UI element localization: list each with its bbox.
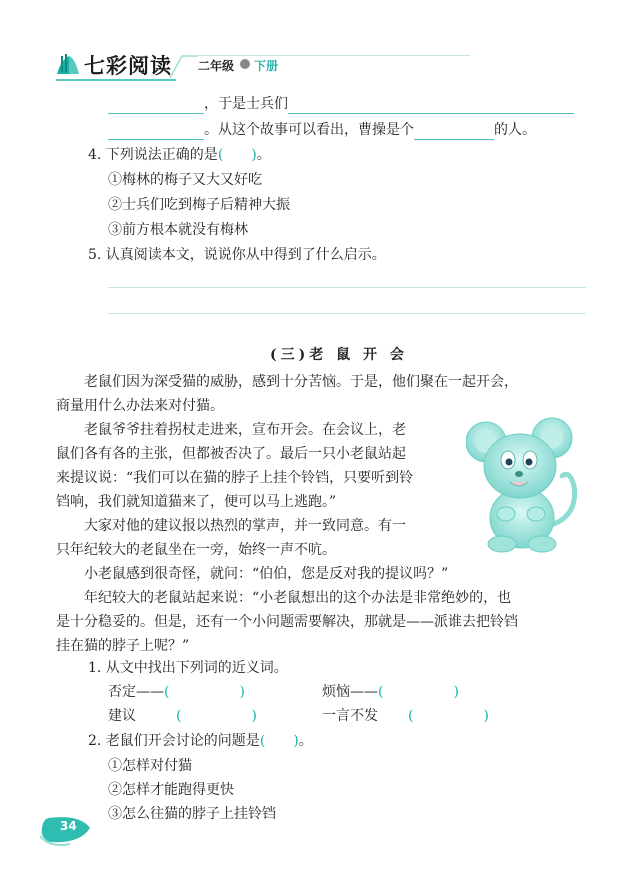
story-line-4: 鼠们各有各的主张，但都被否决了。最后一只小老鼠站起 (56, 446, 406, 462)
sq1-answer-4[interactable]: ( ) (408, 708, 489, 724)
brand-title: 七彩阅读 (84, 54, 172, 78)
mouse-illustration (466, 414, 582, 554)
story-line-12: 挂在猫的脖子上呢？” (56, 638, 190, 654)
sq1-pair-4: 一言不发 ( ) (322, 708, 489, 724)
story-line-1: 老鼠们因为深受猫的威胁，感到十分苦恼。于是，他们聚在一起开会， (84, 374, 518, 390)
q3-blank-4[interactable] (414, 123, 494, 140)
story-line-6: 铛响，我们就知道猫来了，便可以马上逃跑。” (56, 494, 337, 510)
q4-option-1: ①梅林的梅子又大又好吃 (108, 172, 262, 188)
header-rule-top (190, 55, 470, 56)
story-line-5: 来提议说：“我们可以在猫的脖子上挂个铃铛，只要听到铃 (56, 470, 414, 486)
story-line-2: 商量用什么办法来对付猫。 (56, 398, 224, 414)
sq1-answer-3[interactable]: ( ) (176, 708, 257, 724)
grade-label: 二年级 (198, 59, 235, 73)
sq1-pair-2: 烦恼——( ) (322, 684, 459, 700)
sq2-answer-paren[interactable]: ( ) (259, 733, 299, 749)
q5-answer-line-1[interactable] (108, 287, 586, 288)
sq2-stem: 2. 老鼠们开会讨论的问题是( )。 (88, 733, 313, 749)
q5-answer-line-2[interactable] (108, 313, 586, 314)
story-line-9: 小老鼠感到很奇怪，就问：“伯伯，您是反对我的提议吗？” (84, 566, 449, 582)
book-logo-icon (55, 52, 81, 78)
q3-blank-1[interactable] (108, 97, 204, 114)
story-title: (三)老 鼠 开 会 (270, 347, 408, 363)
story-line-10: 年纪较大的老鼠站起来说：“小老鼠想出的这个办法是非常绝妙的，也 (84, 590, 512, 606)
sq1-answer-2[interactable]: ( ) (378, 684, 459, 700)
sq1-stem: 1. 从文中找出下列词的近义词。 (88, 660, 288, 676)
page-number: 34 (60, 819, 77, 833)
q4-option-3: ③前方根本就没有梅林 (108, 222, 248, 238)
q3-line-2 (108, 120, 536, 140)
story-line-3: 老鼠爷爷拄着拐杖走进来，宣布开会。在会议上，老 (84, 422, 406, 438)
q3-text-c: 的人。 (494, 122, 536, 138)
q4-answer-paren[interactable]: ( ) (217, 147, 257, 163)
story-line-7: 大家对他的建议报以热烈的掌声，并一致同意。有一 (84, 518, 406, 534)
sq2-option-3: ③怎么往猫的脖子上挂铃铛 (108, 806, 276, 822)
q3-text-a: ，于是士兵们 (204, 96, 288, 112)
header-underline (56, 79, 176, 81)
sq1-answer-1[interactable]: ( ) (164, 684, 245, 700)
q5-stem: 5. 认真阅读本文，说说你从中得到了什么启示。 (88, 247, 386, 263)
q3-line-1 (108, 94, 574, 114)
term-label: 下册 (254, 59, 279, 73)
q3-blank-2[interactable] (288, 97, 574, 114)
sq2-option-2: ②怎样才能跑得更快 (108, 782, 234, 798)
story-line-8: 只年纪较大的老鼠坐在一旁，始终一声不吭。 (56, 542, 336, 558)
story-line-11: 是十分稳妥的。但是，还有一个小问题需要解决，那就是——派谁去把铃铛 (56, 614, 518, 630)
sq2-option-1: ①怎样对付猫 (108, 758, 192, 774)
sq1-pair-1: 否定——( ) (108, 684, 245, 700)
dot-icon (240, 59, 250, 69)
q3-text-b: 。从这个故事可以看出，曹操是个 (204, 122, 414, 138)
header-swoosh-icon (168, 52, 198, 80)
q4-stem: 4. 下列说法正确的是( )。 (88, 147, 271, 163)
q3-blank-3[interactable] (108, 123, 204, 140)
q4-option-2: ②士兵们吃到梅子后精神大振 (108, 197, 290, 213)
sq1-pair-3: 建议 ( ) (108, 708, 257, 724)
